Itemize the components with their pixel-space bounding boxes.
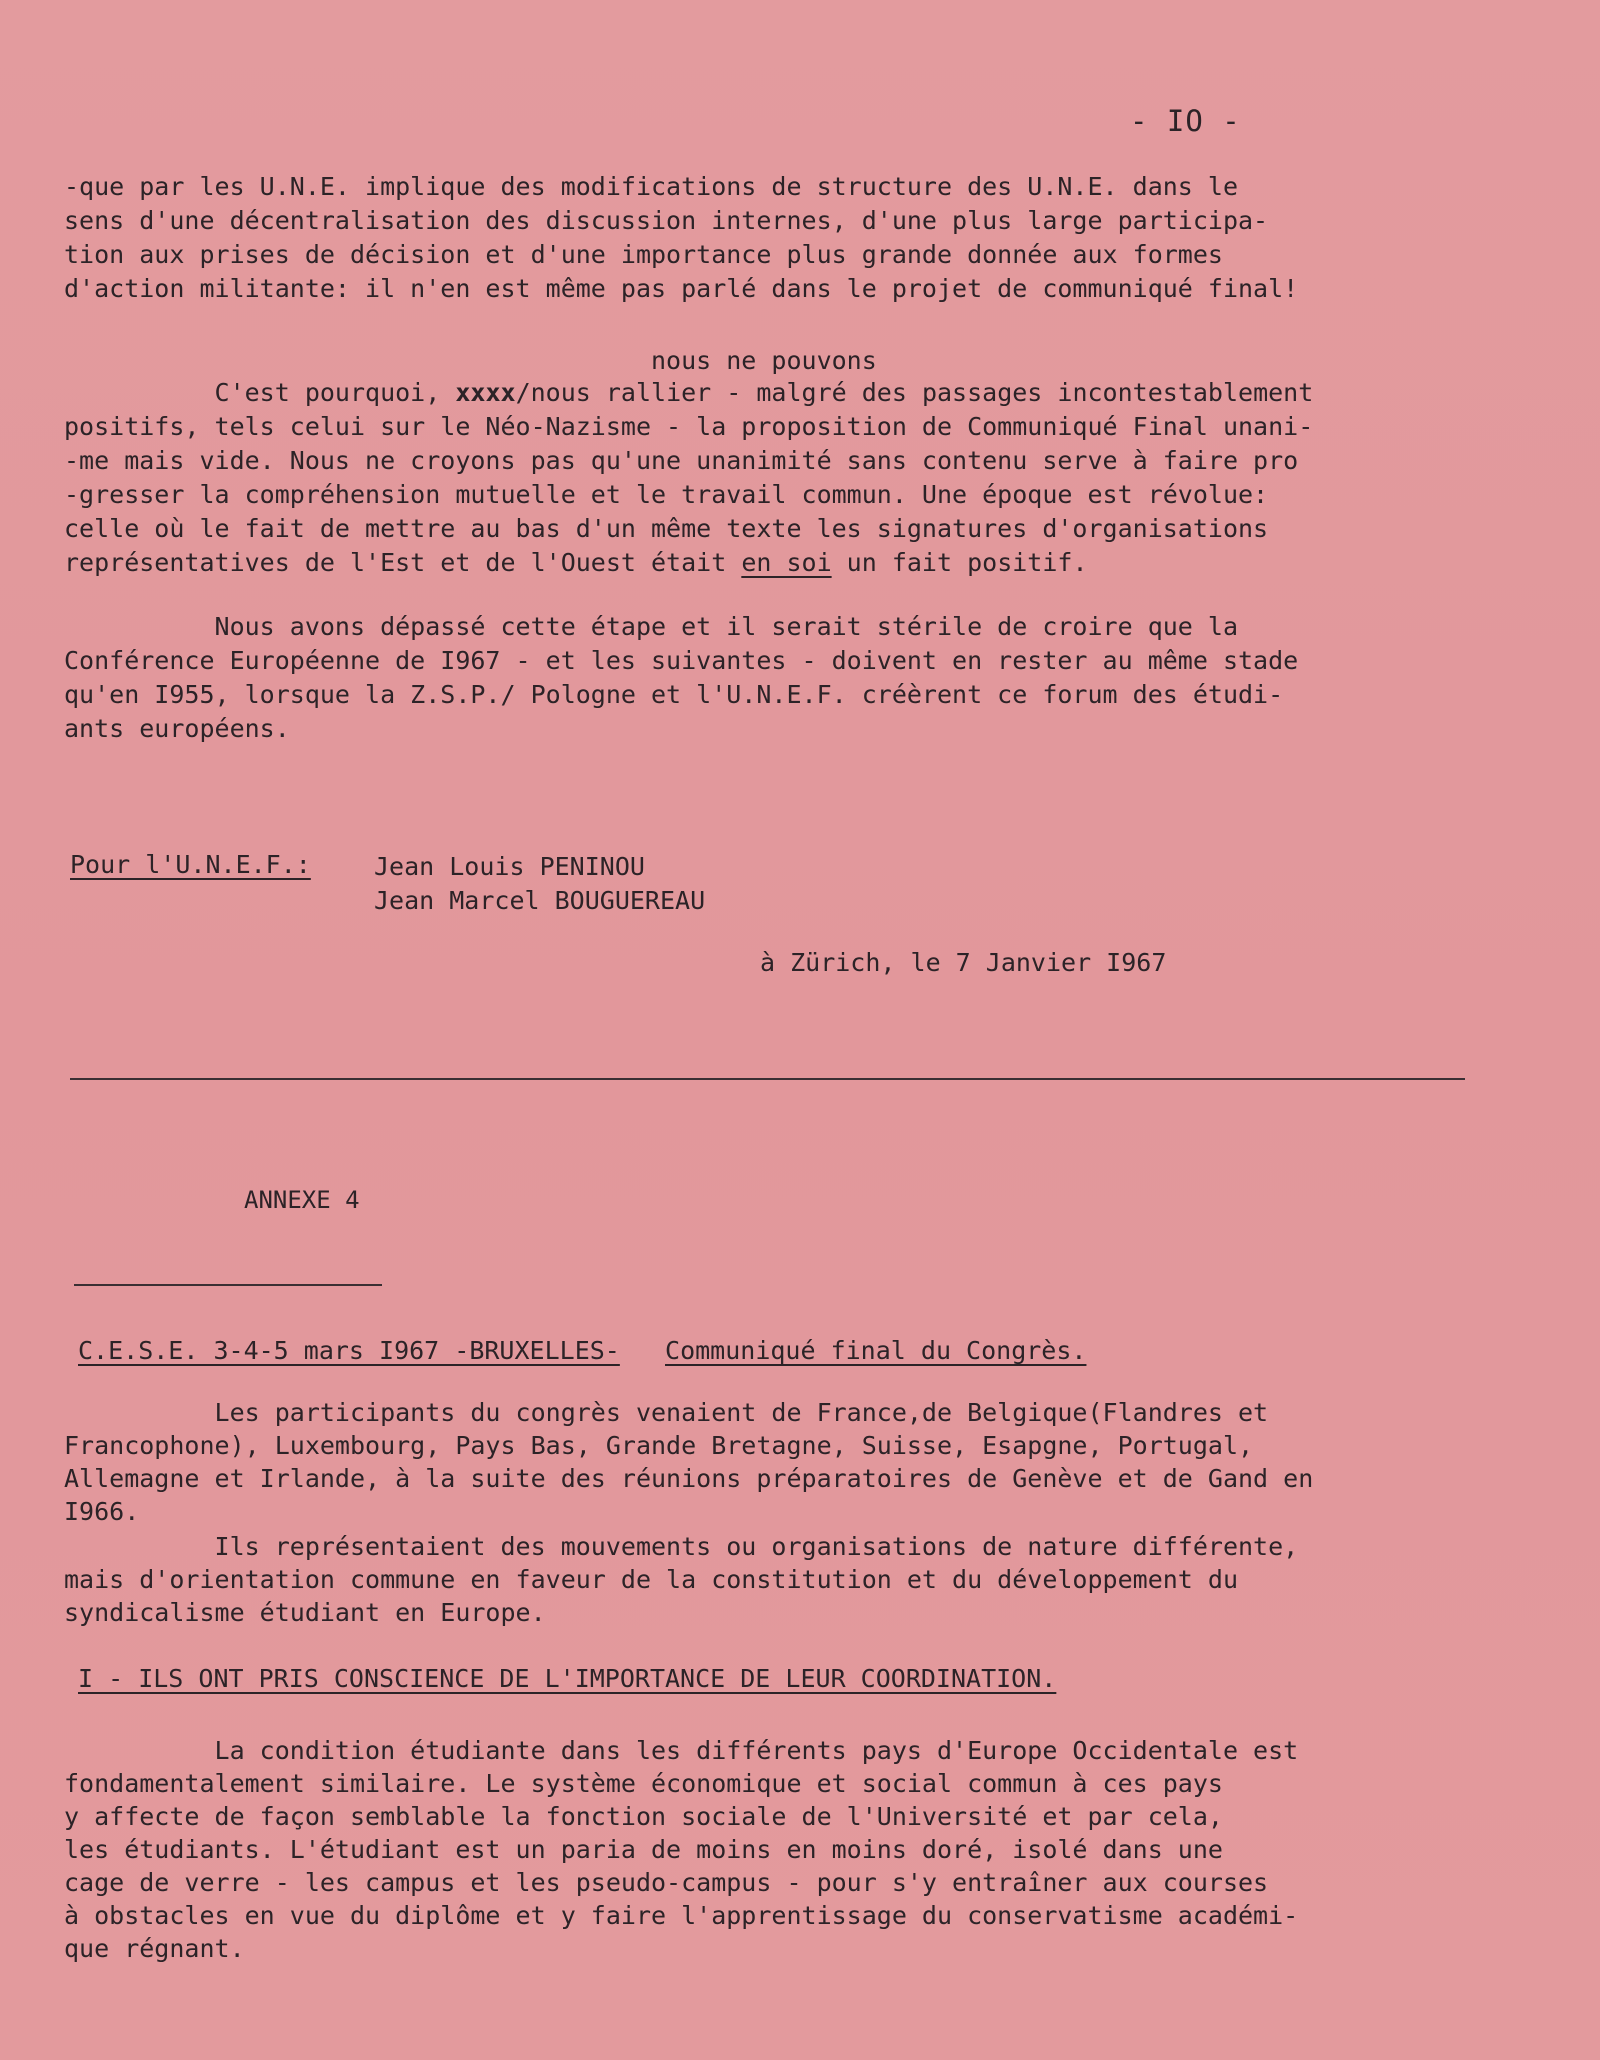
text-line (64, 546, 1484, 580)
text-line: Allemagne et Irlande, à la suite des réunions préparatoires de Genève et de Gand en (64, 1464, 1314, 1493)
text-line: les étudiants. L'étudiant est un paria de moins en moins doré, isolé dans une (64, 1835, 1223, 1864)
text-line: -me mais vide. Nous ne croyons pas qu'une unanimité sans contenu serve à faire pro (64, 446, 1299, 475)
text-line: La condition étudiante dans les différents pays d'Europe Occidentale est (64, 1736, 1299, 1765)
signatory-names (374, 850, 705, 918)
text-line: fondamentalement similaire. Le système économique et social commun à ces pays (64, 1769, 1223, 1798)
underlined-text: en soi (741, 548, 832, 577)
text-line: cage de verre - les campus et les pseudo-campus - pour s'y entraîner aux courses (64, 1868, 1269, 1897)
text-line: ants européens. (64, 714, 290, 743)
signature-label: Pour l'U.N.E.F.: (70, 850, 311, 879)
text-line: tion aux prises de décision et d'une importance plus grande donnée aux formes (64, 240, 1223, 269)
text-line: que régnant. (64, 1934, 245, 1963)
text-line: Nous avons dépassé cette étape et il serait stérile de croire que la (64, 612, 1238, 641)
text-line: Francophone), Luxembourg, Pays Bas, Grande Bretagne, Suisse, Esapgne, Portugal, (64, 1431, 1254, 1460)
annex-title: ANNEXE 4 (244, 1186, 360, 1214)
text-line: Ils représentaient des mouvements ou organisations de nature différente, (64, 1532, 1299, 1561)
paragraph-6 (64, 1734, 1484, 1965)
short-divider (74, 1284, 382, 1286)
text-line: positifs, tels celui sur le Néo-Nazisme - la proposition de Communiqué Final unani- (64, 412, 1314, 441)
section-divider (70, 1078, 1465, 1080)
text-line: y affecte de façon semblable la fonction sociale de l'Université et par cela, (64, 1802, 1223, 1831)
text-line: celle où le fait de mettre au bas d'un même texte les signatures d'organisations (64, 514, 1269, 543)
text-line: à obstacles en vue du diplôme et y faire l'apprentissage du conservatisme académi- (64, 1901, 1299, 1930)
place-and-date: à Zürich, le 7 Janvier I967 (760, 948, 1167, 977)
signatory-name: Jean Marcel BOUGUEREAU (374, 886, 706, 915)
text-line (64, 376, 1484, 410)
page-number: - IO - (1130, 104, 1241, 138)
paragraph-3 (64, 610, 1484, 746)
struck-out-text: xxxx (455, 378, 516, 407)
congress-heading-right: Communiqué final du Congrès. (665, 1336, 1087, 1365)
text-segment: un fait positif. (831, 548, 1088, 577)
section-heading: I - ILS ONT PRIS CONSCIENCE DE L'IMPORTANCE DE LEUR COORDINATION. (78, 1664, 1057, 1693)
text-line: sens d'une décentralisation des discussion internes, d'une plus large participa- (64, 206, 1269, 235)
paragraph-1 (64, 170, 1484, 306)
paragraph-5 (64, 1530, 1484, 1629)
text-segment: /nous rallier - malgré des passages incontestablement (515, 378, 1314, 407)
paragraph-4 (64, 1396, 1484, 1528)
text-line: Les participants du congrès venaient de France,de Belgique(Flandres et (64, 1398, 1269, 1427)
text-segment: représentatives de l'Est et de l'Ouest était (64, 548, 742, 577)
text-line: -gresser la compréhension mutuelle et le travail commun. Une époque est révolue: (64, 480, 1269, 509)
handwritten-insertion: nous ne pouvons (651, 346, 877, 375)
text-line: d'action militante: il n'en est même pas parlé dans le projet de communiqué final! (64, 274, 1299, 303)
text-line: syndicalisme étudiant en Europe. (64, 1598, 546, 1627)
text-line: qu'en I955, lorsque la Z.S.P./ Pologne et l'U.N.E.F. créèrent ce forum des étudi- (64, 680, 1284, 709)
text-line: I966. (64, 1497, 140, 1526)
text-line: Conférence Européenne de I967 - et les suivantes - doivent en rester au même stade (64, 646, 1299, 675)
signatory-name: Jean Louis PENINOU (374, 852, 645, 881)
congress-heading (78, 1336, 1086, 1365)
text-segment: C'est pourquoi, (64, 378, 456, 407)
text-line: mais d'orientation commune en faveur de la constitution et du développement du (64, 1565, 1238, 1594)
paragraph-2 (64, 376, 1484, 580)
text-line: -que par les U.N.E. implique des modifications de structure des U.N.E. dans le (64, 172, 1238, 201)
congress-heading-left: C.E.S.E. 3-4-5 mars I967 -BRUXELLES- (78, 1336, 620, 1365)
